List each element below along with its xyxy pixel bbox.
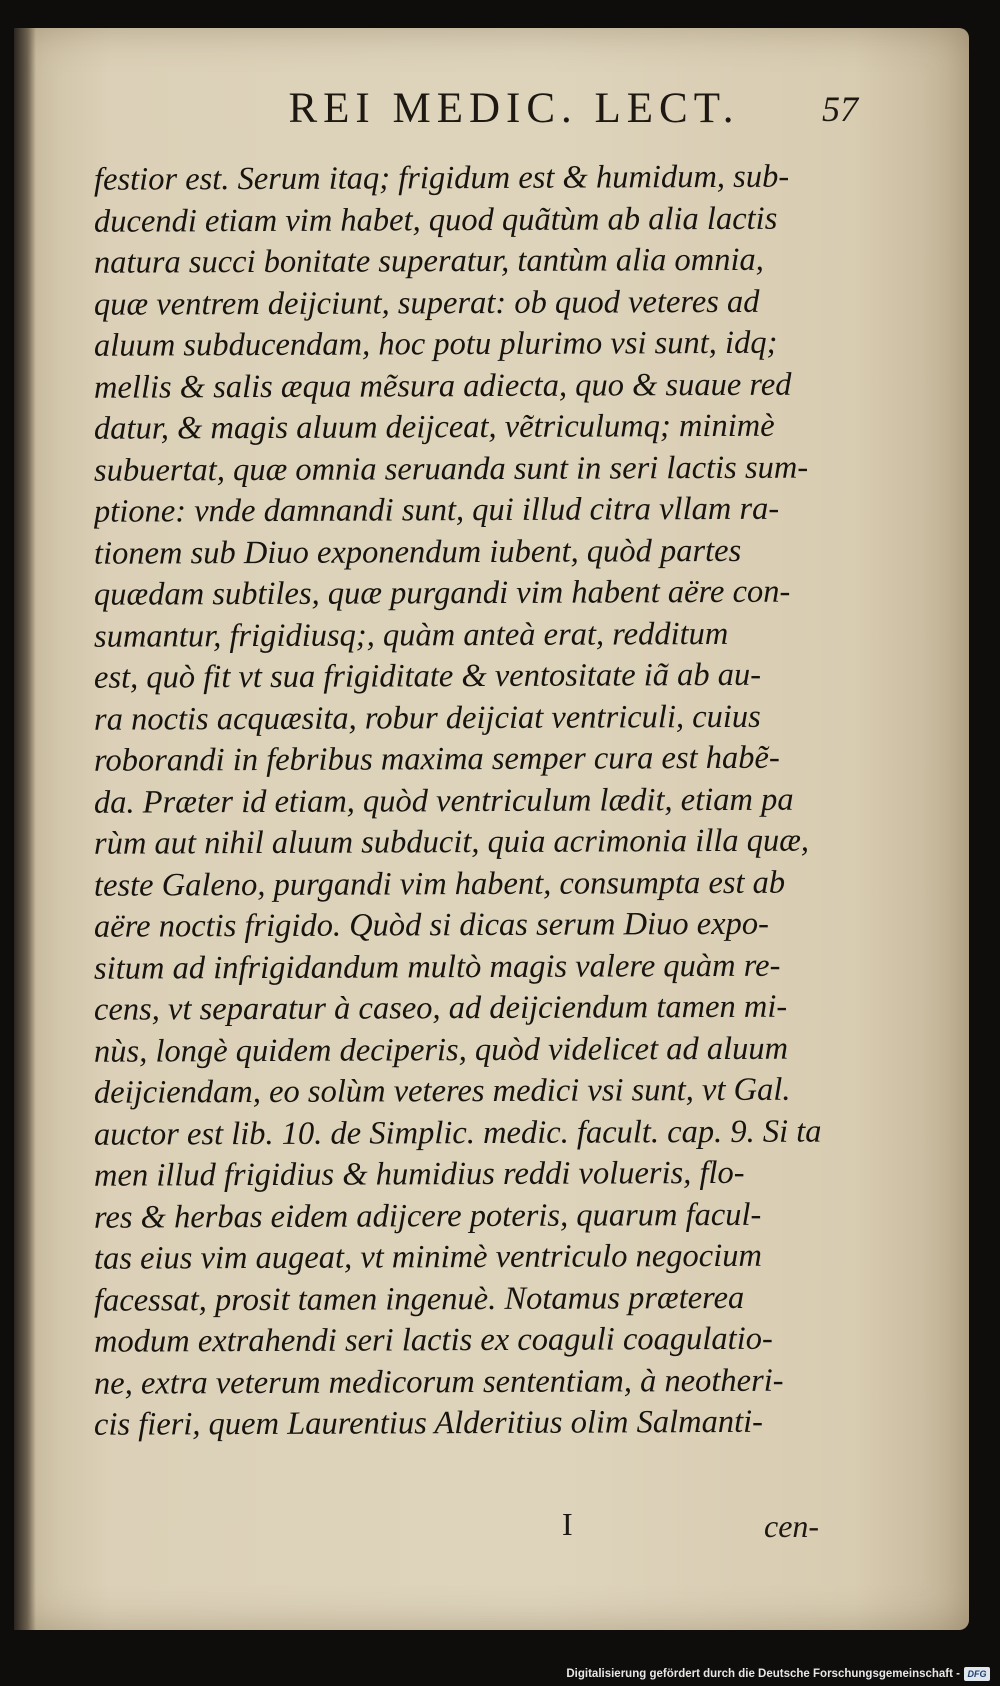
text-line: mellis & salis æqua mẽsura adiecta, quo & suaue red <box>93 366 792 406</box>
text-line: ne, extra veterum medicorum sententiam, à neotheri- <box>93 1362 784 1402</box>
text-line: ra noctis acquæsita, robur deijciat ventriculi, cuius <box>93 698 761 738</box>
book-page <box>14 28 969 1630</box>
text-line: quæ ventrem deijciunt, superat: ob quod veteres ad <box>93 283 760 323</box>
signature-mark: I <box>562 1506 573 1542</box>
text-line: res & herbas eidem adijcere poteris, quarum facul- <box>93 1196 762 1236</box>
text-line: festior est. Serum itaq; frigidum est & humidum, sub- <box>93 158 790 198</box>
text-line: quædam subtiles, quæ purgandi vim habent aëre con- <box>93 573 791 613</box>
text-line: rùm aut nihil aluum subducit, quia acrimonia illa quæ, <box>93 822 810 862</box>
text-line: nùs, longè quidem deciperis, quòd videlicet ad aluum <box>93 1030 789 1070</box>
text-line: aëre noctis frigido. Quòd si dicas serum Diuo expo- <box>93 905 769 945</box>
text-line: subuertat, quæ omnia seruanda sunt in seri lactis sum- <box>93 449 809 489</box>
text-line: teste Galeno, purgandi vim habent, consumpta est ab <box>93 864 786 904</box>
text-line: modum extrahendi seri lactis ex coaguli coagulatio- <box>93 1320 773 1360</box>
body-text <box>94 158 884 1445</box>
text-line: cens, vt separatur à caseo, ad deijciendum tamen mi- <box>93 988 788 1028</box>
text-line: est, quò fit vt sua frigiditate & ventositate iã ab au- <box>93 656 762 696</box>
text-line: roborandi in febribus maxima semper cura est habẽ- <box>93 739 780 779</box>
text-line: da. Præter id etiam, quòd ventriculum lædit, etiam pa <box>93 781 794 821</box>
binding-gutter <box>14 28 36 1630</box>
text-line: auctor est lib. 10. de Simplic. medic. facult. cap. 9. Si ta <box>93 1113 822 1153</box>
running-head: REI MEDIC. LECT. <box>288 85 740 132</box>
text-line: aluum subducendam, hoc potu plurimo vsi sunt, idq; <box>93 324 778 364</box>
text-line: facessat, prosit tamen ingenuè. Notamus præterea <box>93 1279 745 1319</box>
catchword: cen- <box>764 1508 820 1544</box>
footer-bar <box>0 1662 1000 1686</box>
text-line: sumantur, frigidiusq;, quàm anteà erat, redditum <box>93 615 729 655</box>
page-number: 57 <box>822 89 858 129</box>
dfg-logo-icon: DFG <box>964 1667 990 1681</box>
text-line: datur, & magis aluum deijceat, vẽtriculumq; minimè <box>93 407 775 447</box>
funding-credit: Digitalisierung gefördert durch die Deutsche Forschungsgemeinschaft - <box>566 1668 960 1680</box>
text-line: deijciendam, eo solùm veteres medici vsi sunt, vt Gal. <box>93 1071 791 1111</box>
text-line: tionem sub Diuo exponendum iubent, quòd partes <box>93 532 742 572</box>
text-line: ptione: vnde damnandi sunt, qui illud citra vllam ra- <box>93 490 780 530</box>
text-line: natura succi bonitate superatur, tantùm alia omnia, <box>93 241 764 281</box>
text-line: situm ad infrigidandum multò magis valere quàm re- <box>93 947 781 987</box>
text-line: cis fieri, quem Laurentius Alderitius olim Salmanti- <box>93 1403 764 1443</box>
text-line: tas eius vim augeat, vt minimè ventriculo negocium <box>93 1237 762 1277</box>
text-line: ducendi etiam vim habet, quod quãtùm ab alia lactis <box>93 200 778 240</box>
text-line: men illud frigidius & humidius reddi volueris, flo- <box>93 1154 745 1194</box>
